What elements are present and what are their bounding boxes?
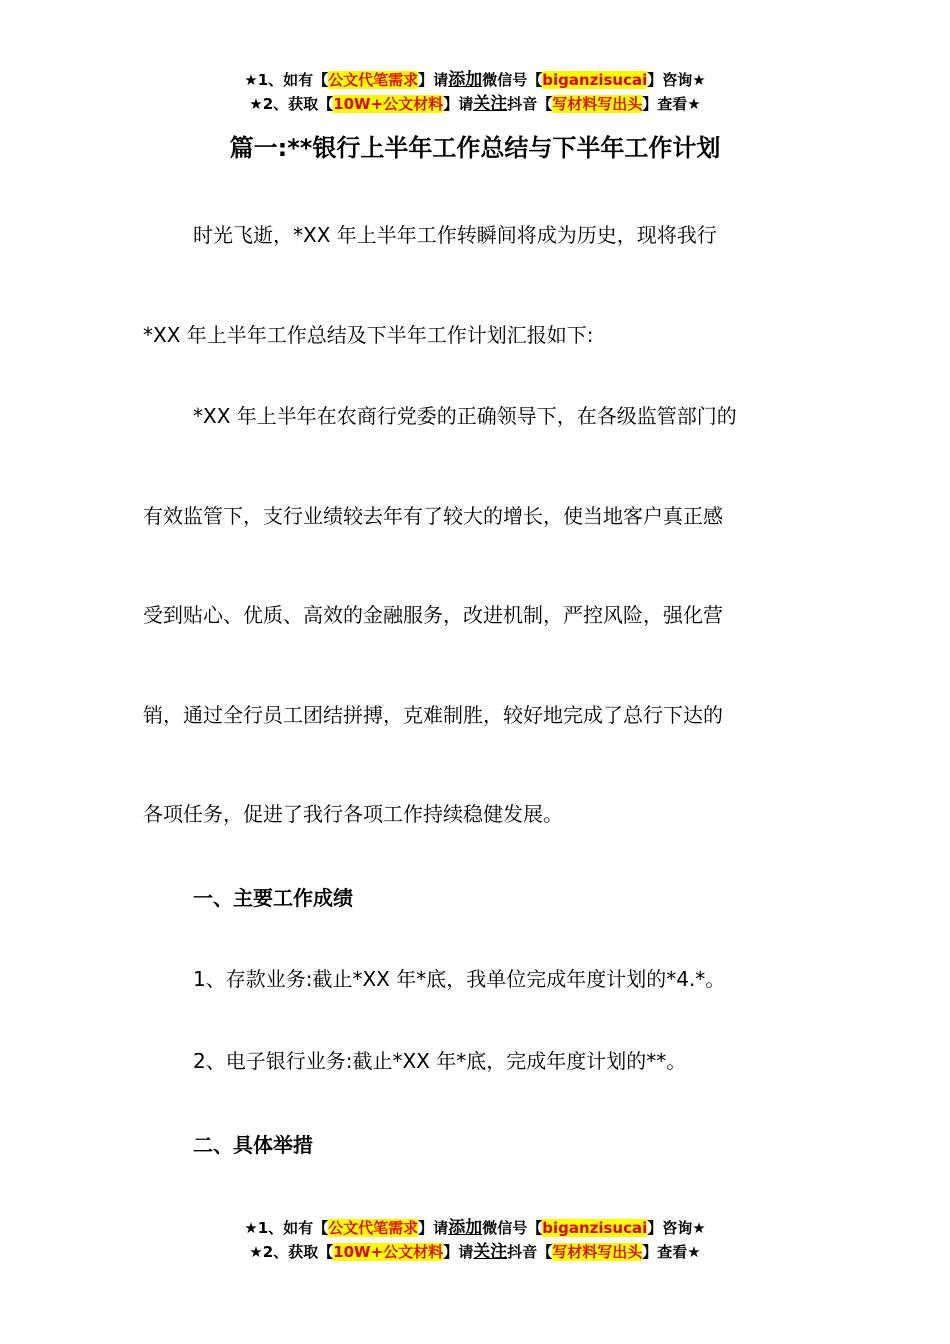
banner-emphasis: 添加: [448, 70, 483, 90]
banner-text: 】请: [443, 1243, 474, 1261]
highlight-materials: 10W+公文材料: [333, 95, 444, 113]
banner-text: ★1、如有【: [244, 1219, 329, 1237]
paragraph-line: 有效监管下，支行业绩较去年有了较大的增长，使当地客户真正感: [143, 504, 723, 528]
banner-text: ★2、获取【: [249, 95, 334, 113]
paragraph-line: *XX 年上半年在农商行党委的正确领导下，在各级监管部门的: [193, 404, 737, 428]
banner-text: 】查看★: [642, 1243, 701, 1261]
banner-text: 微信号【: [482, 71, 543, 89]
section-heading: 二、具体举措: [193, 1133, 313, 1157]
banner-line-2: [0, 1240, 950, 1264]
paragraph-line: 受到贴心、优质、高效的金融服务，改进机制，严控风险，强化营: [143, 603, 723, 627]
banner-line-1: [0, 68, 950, 92]
banner-emphasis: 关注: [473, 1242, 508, 1262]
paragraph-line: 销，通过全行员工团结拼搏，克难制胜，较好地完成了总行下达的: [143, 703, 723, 727]
list-item: 1、存款业务:截止*XX 年*底，我单位完成年度计划的*4.*。: [193, 967, 726, 991]
banner-text: 】咨询★: [647, 71, 706, 89]
banner-text: 微信号【: [482, 1219, 543, 1237]
document-title: 篇一:**银行上半年工作总结与下半年工作计划: [229, 134, 721, 162]
paragraph-line: *XX 年上半年工作总结及下半年工作计划汇报如下:: [143, 323, 594, 347]
banner-line-2: [0, 92, 950, 116]
banner-text: 】请: [443, 95, 474, 113]
highlight-wechat-id: biganzisucai: [542, 1219, 648, 1237]
highlight-service: 公文代笔需求: [328, 1219, 419, 1237]
banner-text: 】咨询★: [647, 1219, 706, 1237]
banner-emphasis: 关注: [473, 94, 508, 114]
highlight-materials: 10W+公文材料: [333, 1243, 444, 1261]
list-item: 2、电子银行业务:截止*XX 年*底，完成年度计划的**。: [193, 1049, 687, 1073]
section-heading: 一、主要工作成绩: [193, 886, 353, 910]
paragraph-line: 时光飞逝，*XX 年上半年工作转瞬间将成为历史，现将我行: [193, 223, 717, 247]
highlight-service: 公文代笔需求: [328, 71, 419, 89]
highlight-wechat-id: biganzisucai: [542, 71, 648, 89]
banner-emphasis: 添加: [448, 1218, 483, 1238]
banner-text: 】请: [418, 71, 449, 89]
banner-text: 抖音【: [507, 95, 553, 113]
bottom-banner: [0, 1216, 950, 1264]
banner-text: ★2、获取【: [249, 1243, 334, 1261]
highlight-douyin-id: 写材料写出头: [552, 95, 643, 113]
paragraph-line: 各项任务，促进了我行各项工作持续稳健发展。: [143, 802, 563, 826]
banner-text: 】查看★: [642, 95, 701, 113]
top-banner: [0, 68, 950, 116]
banner-line-1: [0, 1216, 950, 1240]
banner-text: ★1、如有【: [244, 71, 329, 89]
banner-text: 抖音【: [507, 1243, 553, 1261]
banner-text: 】请: [418, 1219, 449, 1237]
highlight-douyin-id: 写材料写出头: [552, 1243, 643, 1261]
